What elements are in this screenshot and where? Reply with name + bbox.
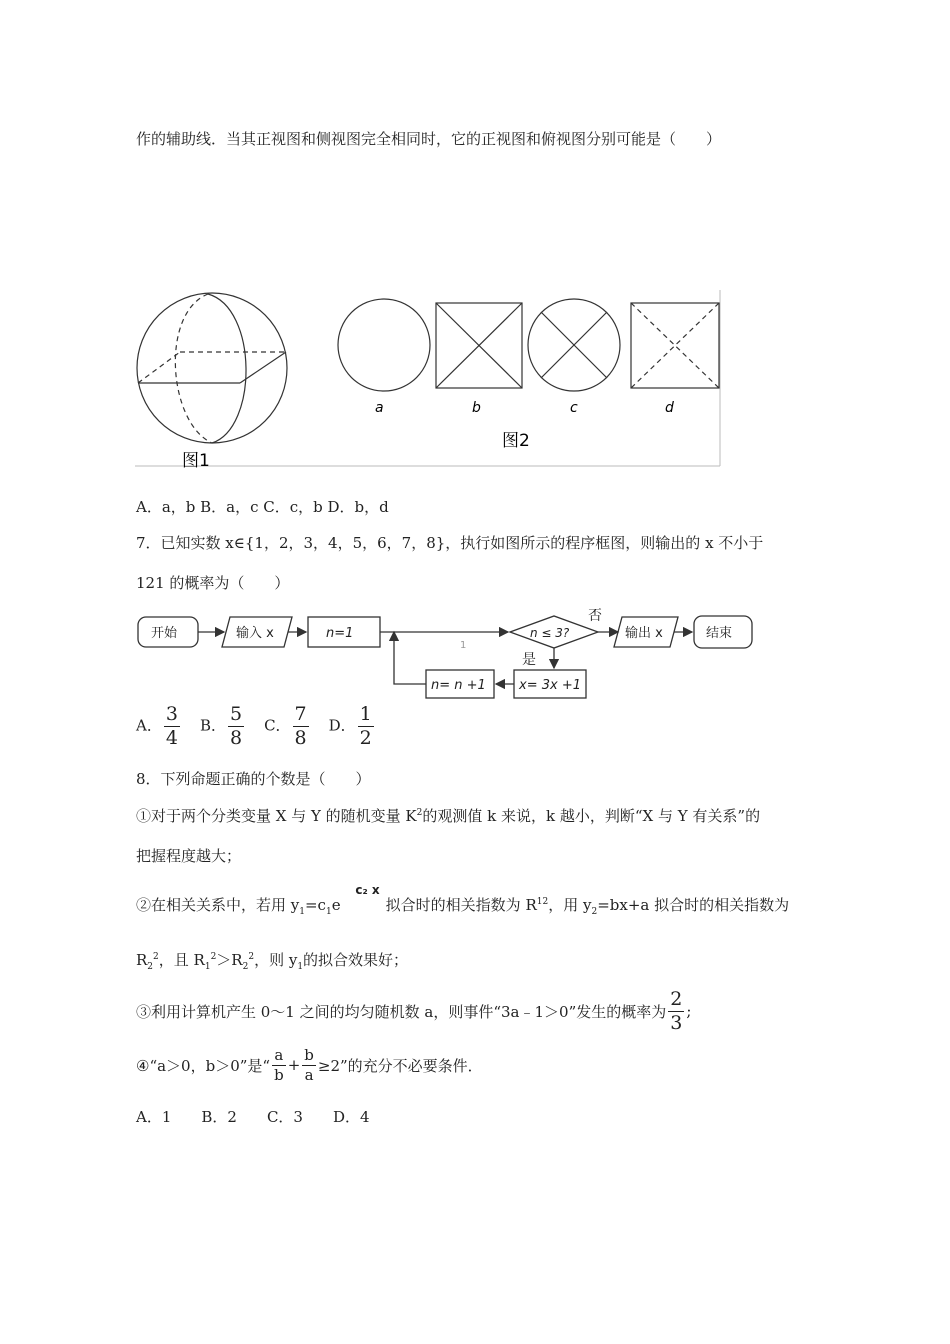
- q8-statement-2: ②在相关关系中，若用 $y_1=c_1e$ c₂ x拟合时的相关指数为 $R^{12}$，用 $y_2=bx+a$ 拟合时的相关指数为: [136, 883, 790, 917]
- view-d-square: [631, 303, 719, 388]
- q7-b-frac: $\frac{5}{8}$: [229, 702, 243, 749]
- label-b: b: [472, 400, 481, 416]
- sphere-figure: [137, 293, 287, 443]
- q8-statement-2-cont: $R_2^2$，且 $R_1^2>R_2^2$，则 $y_1$的拟合效果好；: [136, 951, 409, 972]
- fig2-caption: 图2: [502, 431, 530, 451]
- flow-mark-text: 1: [460, 640, 467, 651]
- q7-flowchart: [130, 604, 760, 704]
- q7-option-c: C． $\frac{7}{8}$: [264, 702, 307, 749]
- flow-output-text: 输出 x: [625, 626, 663, 641]
- q6-figure: [130, 288, 730, 473]
- label-a: a: [375, 400, 384, 416]
- flow-no-text: 否: [588, 608, 602, 624]
- q7-stem-line1: 7．已知实数 x∈{1，2，3，4，5，6，7，8}，执行如图所示的程序框图，则输出的 x 不小于: [136, 534, 764, 552]
- view-a-circle: [338, 299, 430, 391]
- q8-statement-3: ③利用计算机产生 0～1 之间的均匀随机数 a，则事件“3a﹣1＞0”发生的概率为 $\frac{2}{3}$ ;: [136, 987, 692, 1034]
- flow-yes-text: 是: [522, 652, 536, 668]
- q6-options: A．a，b B．a，c C．c，b D．b，d: [136, 498, 389, 516]
- s3-frac: $\frac{2}{3}$: [670, 987, 683, 1034]
- q7-options: [136, 704, 376, 748]
- q7-d-frac: $\frac{1}{2}$: [359, 702, 372, 749]
- q8-options: A．1 B．2 C．3 D．4: [136, 1108, 370, 1126]
- q7-option-b: B． $\frac{5}{8}$: [199, 702, 243, 749]
- label-d: d: [665, 400, 674, 416]
- q8-statement-4: ④“a＞0，b＞0”是“ $\frac{a}{b}$ + $\frac{b}{a}$ ≥2”的充分不必要条件．: [136, 1045, 483, 1084]
- q7-stem-line2: 121 的概率为（ ）: [136, 574, 290, 592]
- q7-a-frac: $\frac{3}{4}$: [165, 702, 178, 749]
- flow-cond-text: n ≤ 3?: [530, 626, 570, 640]
- flow-input-text: 输入 x: [236, 626, 274, 641]
- view-b-square: [436, 303, 522, 388]
- q8-stem: 8．下列命题正确的个数是（ ）: [136, 770, 371, 788]
- label-c: c: [570, 400, 578, 416]
- flow-update-n-text: n= n +1: [431, 678, 486, 693]
- q6-stem: 作的辅助线．当其正视图和侧视图完全相同时，它的正视图和俯视图分别可能是（ ）: [136, 130, 722, 148]
- q8-statement-1: ①对于两个分类变量 X 与 Y 的随机变量 $K^2$的观测值 k 来说，k 越小，判断“X 与 Y 有关系”的: [136, 807, 761, 825]
- flow-init-text: n=1: [326, 626, 354, 641]
- fig1-caption: 图1: [182, 451, 210, 471]
- q7-c-frac: $\frac{7}{8}$: [294, 702, 307, 749]
- flow-start-text: 开始: [151, 626, 178, 641]
- q8-statement-1-cont: 把握程度越大；: [136, 847, 242, 865]
- s4-frac-2: $\frac{b}{a}$: [304, 1045, 314, 1084]
- s4-frac-1: $\frac{a}{b}$: [274, 1045, 284, 1084]
- flow-end-text: 结束: [706, 626, 733, 641]
- exp-term: c₂ x: [355, 883, 380, 897]
- view-c-circle: [528, 299, 620, 391]
- q7-option-a: A． $\frac{3}{4}$: [136, 702, 178, 749]
- q7-option-d: D． $\frac{1}{2}$: [328, 702, 372, 749]
- flow-update-x-text: x= 3x +1: [519, 678, 581, 693]
